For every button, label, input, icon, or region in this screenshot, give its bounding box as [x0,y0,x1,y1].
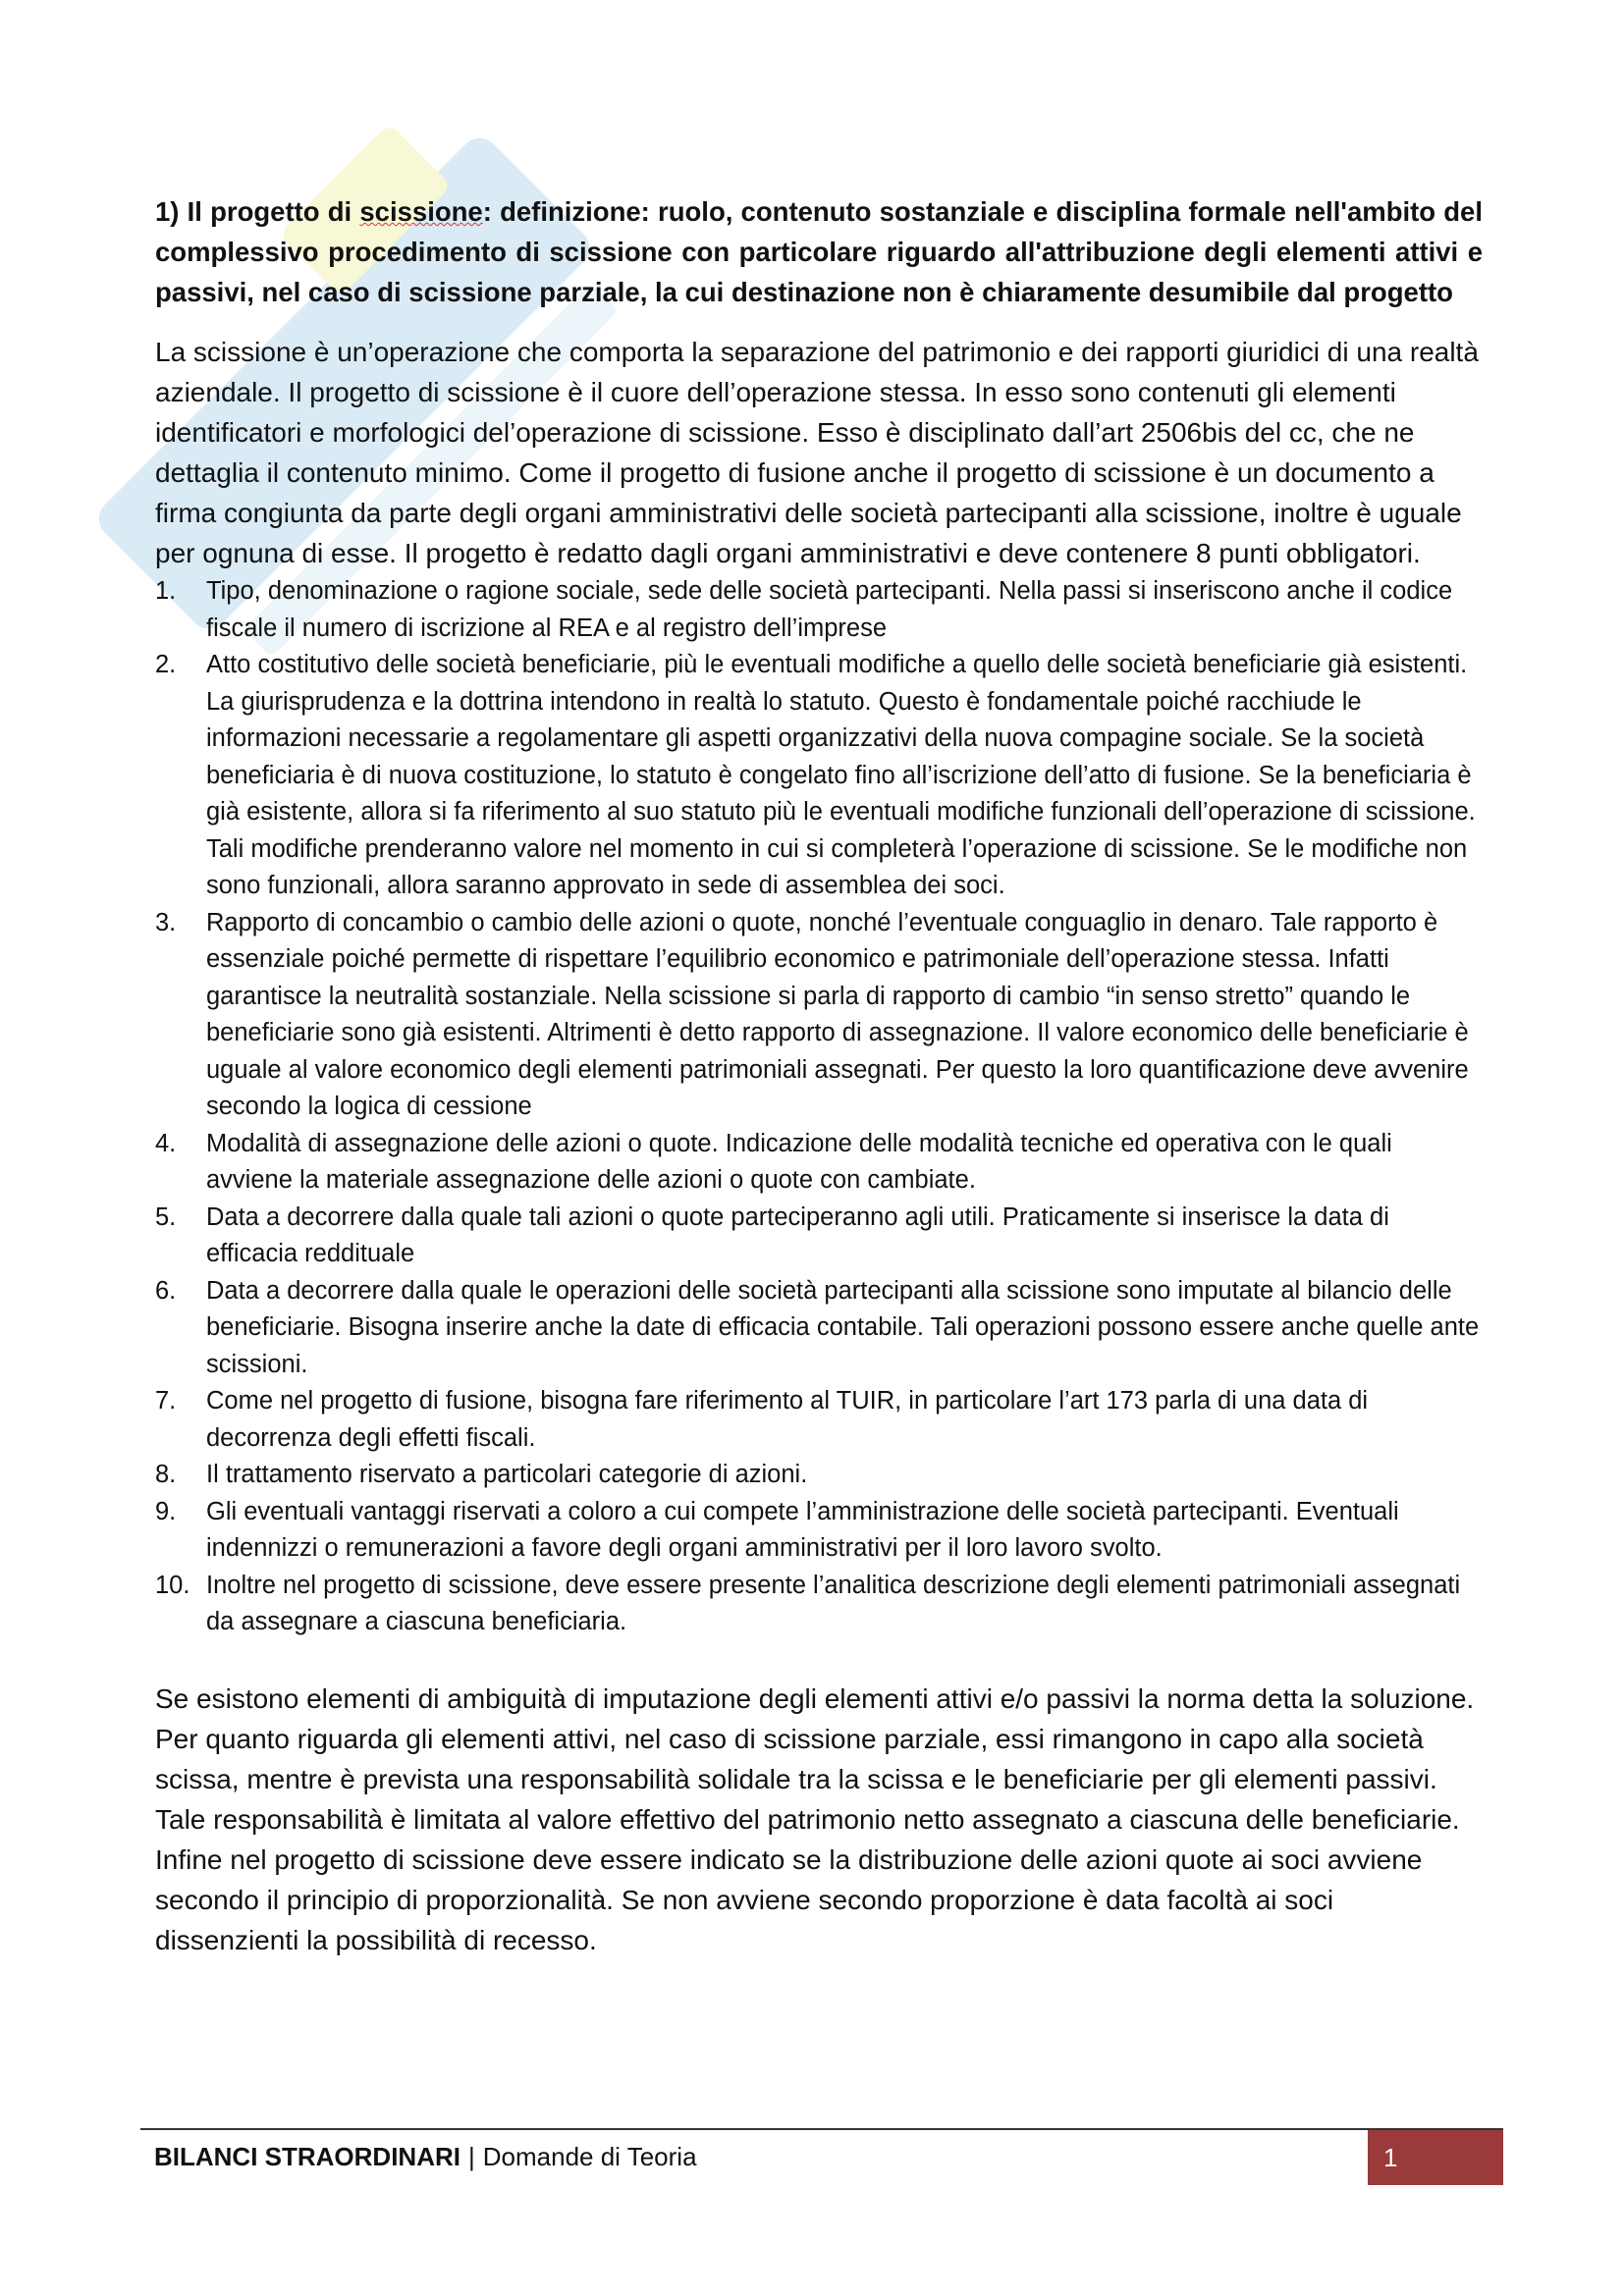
question-heading: 1) Il progetto di scissione: definizione: ruolo, contenuto sostanziale e disciplina formale nell'ambito del complessivo procedimento di scissione con particolare riguardo all'attribuzione degli elementi attivi e passivi, nel caso di scissione parziale, la cui destinazione non è chiaramente desumibile dal progetto [155,196,1483,307]
list-item: 2. Atto costitutivo delle società beneficiarie, più le eventuali modifiche a quello delle società beneficiarie già esistenti. La giurisprudenza e la dottrina intendono in realtà lo statuto. Questo è fondamentale poiché racchiude le informazioni necessarie a regolamentare gli aspetti organizzativi della nuova compagine sociale. Se la società beneficiaria è di nuova costituzione, lo statuto è congelato fino all’iscrizione dell’atto di fusione. Se la beneficiaria è già esistente, allora si fa riferimento al suo statuto più le eventuali modifiche funzionali dell’operazione di scissione. Tali modifiche prenderanno valore nel momento in cui si completerà l’operazione di scissione. Se le modifiche non sono funzionali, allora saranno approvato in sede di assemblea dei soci. [155,651,1476,899]
spellcheck-underlined-word: scissione [359,196,483,227]
list-item: 6. Data a decorrere dalla quale le operazioni delle società partecipanti alla scissione sono imputate al bilancio delle beneficiarie. Bisogna inserire anche la date di efficacia contabile. Tali operazioni possono essere anche quelle ante scissioni. [155,1276,1480,1378]
closing-paragraph: Se esistono elementi di ambiguità di imputazione degli elementi attivi e/o passivi la norma detta la soluzione. Per quanto riguarda gli elementi attivi, nel caso di scissione parziale, essi rimangono in capo alla società scissa, mentre è prevista una responsabilità solidale tra la scissa e le beneficiarie per gli elementi passivi. Tale responsabilità è limitata al valore effettivo del patrimonio netto assegnato a ciascuna delle beneficiarie. Infine nel progetto di scissione deve essere indicato se la distribuzione delle azioni quote ai soci avviene secondo il principio di proporzionalità. Se non avviene secondo proporzione è data facoltà ai soci dissenzienti la possibilità di recesso. [155,1682,1475,1955]
page-footer [140,2128,1503,2183]
mandatory-points-list [155,573,1483,1641]
footer-title [154,2142,697,2172]
list-item: 1. Tipo, denominazione o ragione sociale, sede delle società partecipanti. Nella passi si inseriscono anche il codice fiscale il numero di iscrizione al REA e al registro dell’imprese [155,577,1453,642]
list-item: 5. Data a decorrere dalla quale tali azioni o quote parteciperanno agli utili. Praticamente si inserisce la data di efficacia reddituale [155,1202,1389,1267]
document-body [155,191,1483,1960]
list-item: 4. Modalità di assegnazione delle azioni o quote. Indicazione delle modalità tecniche ed operativa con le quali avviene la materiale assegnazione delle azioni o quote con cambiate. [155,1129,1392,1194]
intro-paragraph: La scissione è un’operazione che comporta la separazione del patrimonio e dei rapporti giuridici di una realtà aziendale. Il progetto di scissione è il cuore dell’operazione stessa. In esso sono contenuti gli elementi identificatori e morfologici del’operazione di scissione. Esso è disciplinato dall’art 2506bis del cc, che ne dettaglia il contenuto minimo. Come il progetto di fusione anche il progetto di scissione è un documento a firma congiunta da parte degli organi amministrativi delle società partecipanti alla scissione, inoltre è uguale per ognuna di esse. Il progetto è redatto dagli organi amministrativi e deve contenere 8 punti obbligatori. [155,337,1479,568]
list-item: 9. Gli eventuali vantaggi riservati a coloro a cui compete l’amministrazione delle società partecipanti. Eventuali indennizzi o remunerazioni a favore degli organi amministrativi per il loro lavoro svolto. [155,1497,1399,1562]
list-item: 8. Il trattamento riservato a particolari categorie di azioni. [155,1461,808,1488]
page-number: 1 [1368,2130,1503,2185]
footer-subtitle: Domande di Teoria [482,2142,697,2171]
list-item: 3. Rapporto di concambio o cambio delle azioni o quote, nonché l’eventuale conguaglio in denaro. Tale rapporto è essenziale poiché permette di rispettare l’equilibrio economico e patrimoniale dell’operazione stessa. Infatti garantisce la neutralità sostanziale. Nella scissione si parla di rapporto di cambio “in senso stretto” quando le beneficiarie sono già esistenti. Altrimenti è detto rapporto di assegnazione. Il valore economico delle beneficiarie è uguale al valore economico degli elementi patrimoniali assegnati. Per questo la loro quantificazione deve avvenire secondo la logica di cessione [155,908,1469,1120]
list-item: 7. Come nel progetto di fusione, bisogna fare riferimento al TUIR, in particolare l’art 173 parla di una data di decorrenza degli effetti fiscali. [155,1387,1369,1452]
footer-course-title: BILANCI STRAORDINARI [154,2142,460,2171]
list-item: 10. Inoltre nel progetto di scissione, deve essere presente l’analitica descrizione degli elementi patrimoniali assegnati da assegnare a ciascuna beneficiaria. [155,1571,1461,1635]
footer-separator: | [468,2142,475,2171]
